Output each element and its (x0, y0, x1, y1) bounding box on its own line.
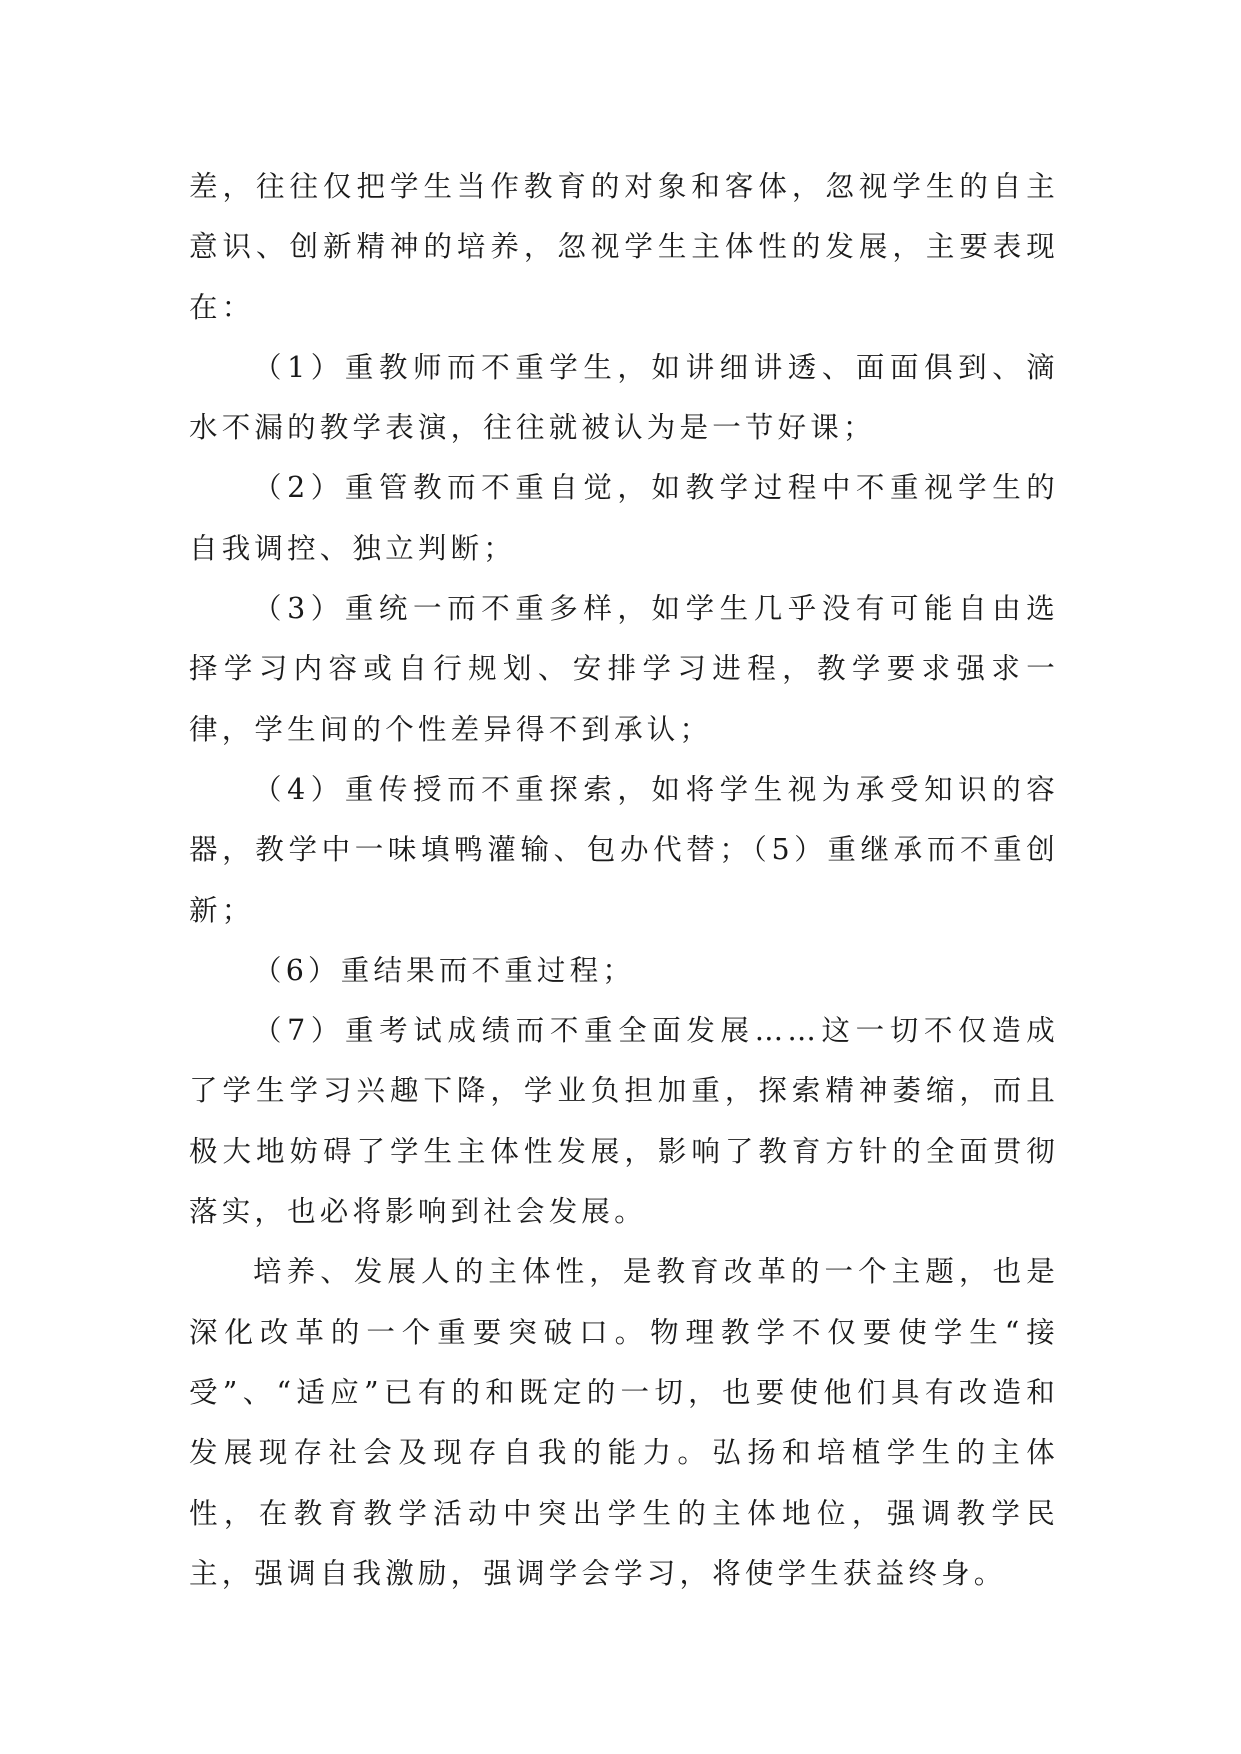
paragraph-item-3: （3）重统一而不重多样，如学生几乎没有可能自由选择学习内容或自行规划、安排学习进程，教学要求强求一律，学生间的个性差异得不到承认； (189, 592, 1059, 746)
paragraph-item-4-5: （4）重传授而不重探索，如将学生视为承受知识的容器，教学中一味填鸭灌输、包办代替；（5）重继承而不重创新； (189, 772, 1059, 927)
paragraph-item-7: （7）重考试成绩而不重全面发展……这一切不仅造成了学生学习兴趣下降，学业负担加重，探索精神萎缩，而且极大地妨碍了学生主体性发展，影响了教育方针的全面贯彻落实，也必将影响到社会发展。 (189, 1014, 1059, 1229)
paragraph-item-1: （1）重教师而不重学生，如讲细讲透、面面俱到、滴水不漏的教学表演，往往就被认为是一节好课； (189, 350, 1059, 445)
document-body (189, 157, 1059, 1604)
paragraph-item-2: （2）重管教而不重自觉，如教学过程中不重视学生的自我调控、独立判断； (189, 471, 1059, 565)
paragraph-conclusion: 培养、发展人的主体性，是教育改革的一个主题，也是深化改革的一个重要突破口。物理教学不仅要使学生“接受”、“适应”已有的和既定的一切，也要使他们具有改造和发展现存社会及现存自我的能力。弘扬和培植学生的主体性，在教育教学活动中突出学生的主体地位，强调教学民主，强调自我激励，强调学会学习，将使学生获益终身。 (189, 1255, 1059, 1590)
paragraph-continuation: 差，往往仅把学生当作教育的对象和客体，忽视学生的自主意识、创新精神的培养，忽视学生主体性的发展，主要表现在： (189, 170, 1059, 324)
paragraph-item-6: （6）重结果而不重过程； (253, 953, 636, 987)
